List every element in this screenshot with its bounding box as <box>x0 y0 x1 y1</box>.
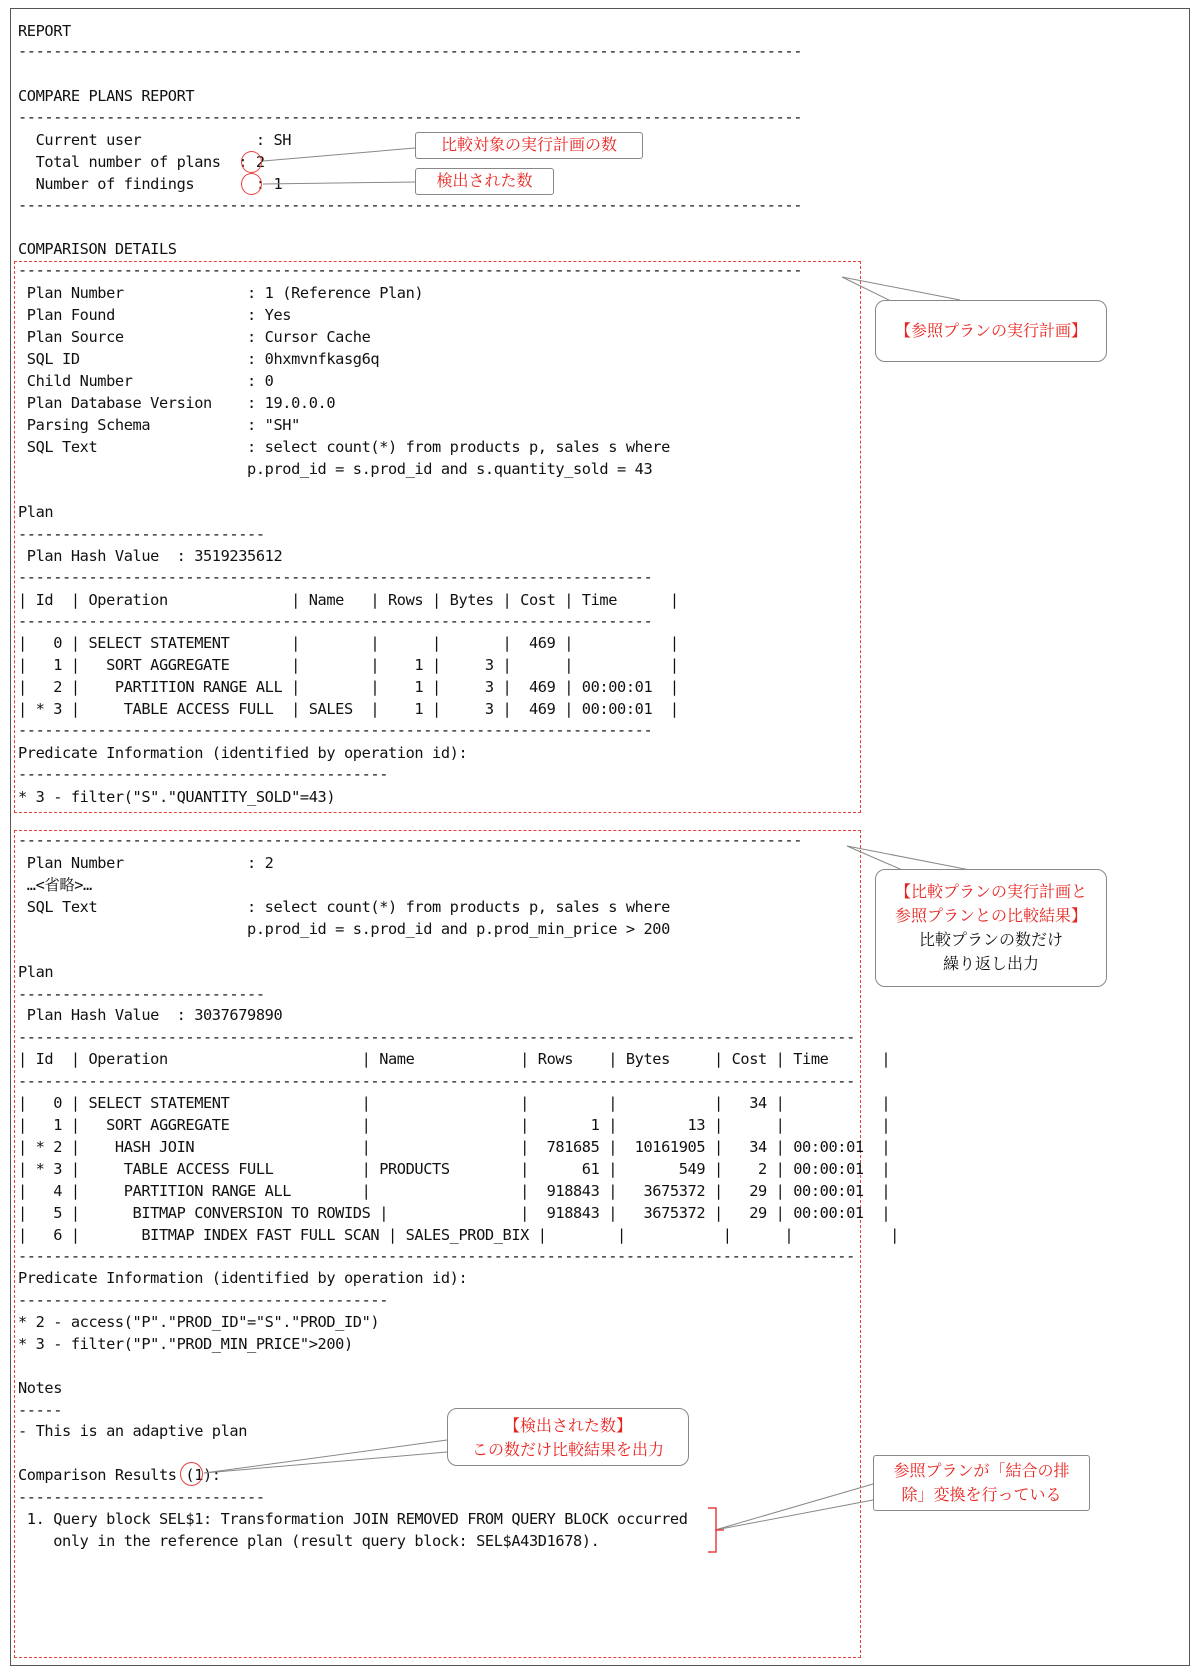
plan2-predicate: * 2 - access("P"."PROD_ID"="S"."PROD_ID") <box>18 1313 380 1331</box>
notes-label: Notes <box>18 1379 63 1397</box>
plan2-table-row: | * 3 | TABLE ACCESS FULL | PRODUCTS | 61 | 549 | 2 | 00:00:01 | <box>18 1160 891 1178</box>
separator: ----------------------------------------------------------------------------------------------- <box>18 1247 855 1265</box>
plan1-meta-7: SQL Text : select count(*) from products p, sales s where <box>18 438 670 456</box>
plan2-plan-label: Plan <box>18 963 54 981</box>
plan1-meta-5: Plan Database Version : 19.0.0.0 <box>18 394 336 412</box>
summary-current-user: Current user : SH <box>18 131 292 149</box>
plan1-meta-8: p.prod_id = s.prod_id and s.quantity_sold = 43 <box>18 460 653 478</box>
plan2-table-row: | 0 | SELECT STATEMENT | | | | 34 | | <box>18 1094 891 1112</box>
plan1-table-row: | 0 | SELECT STATEMENT | | | | 469 | | <box>18 634 679 652</box>
plan1-table-header: | Id | Operation | Name | Rows | Bytes | Cost | Time | <box>18 591 679 609</box>
plan1-meta-3: SQL ID : 0hxmvnfkasg6q <box>18 350 380 368</box>
separator: ---------------------------- <box>18 1488 265 1506</box>
separator: ----------------------------------------------------------------------------------------- <box>18 831 803 849</box>
summary-findings: Number of findings : 1 <box>18 175 283 193</box>
separator: ------------------------------------------ <box>18 765 388 783</box>
notes-rule: ----- <box>18 1401 63 1419</box>
separator: ----------------------------------------------------------------------------------------------- <box>18 1028 855 1046</box>
plan2-meta-2: SQL Text : select count(*) from products p, sales s where <box>18 898 670 916</box>
plan2-table-row: | 1 | SORT AGGREGATE | | 1 | 13 | | | <box>18 1116 891 1134</box>
separator: ------------------------------------------------------------------------ <box>18 568 653 586</box>
plan1-predicate-label: Predicate Information (identified by operation id): <box>18 744 468 762</box>
notes-text: - This is an adaptive plan <box>18 1422 248 1440</box>
separator: ----------------------------------------------------------------------------------------- <box>18 108 803 126</box>
plan2-hash-value: Plan Hash Value : 3037679890 <box>18 1006 283 1024</box>
plan1-meta-2: Plan Source : Cursor Cache <box>18 328 371 346</box>
callout-join-removal: 参照プランが「結合の排 除」変換を行っている <box>873 1455 1090 1511</box>
plan2-predicate: * 3 - filter("P"."PROD_MIN_PRICE">200) <box>18 1335 353 1353</box>
plan1-meta-6: Parsing Schema : "SH" <box>18 416 300 434</box>
report-title: REPORT <box>18 22 71 40</box>
plan1-meta-4: Child Number : 0 <box>18 372 274 390</box>
separator: ------------------------------------------ <box>18 1291 388 1309</box>
plan2-table-row: | 6 | BITMAP INDEX FAST FULL SCAN | SALES_PROD_BIX | | | | | <box>18 1226 899 1244</box>
separator: ----------------------------------------------------------------------------------------- <box>18 261 803 279</box>
plan2-table-row: | * 2 | HASH JOIN | | 781685 | 10161905 | 34 | 00:00:01 | <box>18 1138 891 1156</box>
callout-findings-count: 【検出された数】 この数だけ比較結果を出力 <box>447 1408 689 1466</box>
plan1-plan-label: Plan <box>18 503 54 521</box>
plan1-hash-value: Plan Hash Value : 3519235612 <box>18 547 283 565</box>
separator: ----------------------------------------------------------------------------------------- <box>18 42 803 60</box>
finding-line: 1. Query block SEL$1: Transformation JOIN REMOVED FROM QUERY BLOCK occurred <box>18 1510 688 1528</box>
plan2-table-header: | Id | Operation | Name | Rows | Bytes | Cost | Time | <box>18 1050 891 1068</box>
plan2-table-row: | 5 | BITMAP CONVERSION TO ROWIDS | | 918843 | 3675372 | 29 | 00:00:01 | <box>18 1204 891 1222</box>
separator: ----------------------------------------------------------------------------------------------- <box>18 1072 855 1090</box>
callout-num-findings: 検出された数 <box>415 168 554 195</box>
comparison-details-label: COMPARISON DETAILS <box>18 240 177 258</box>
separator: ---------------------------- <box>18 985 265 1003</box>
plan2-meta-0: Plan Number : 2 <box>18 854 274 872</box>
callout-num-plans: 比較対象の実行計画の数 <box>415 132 643 159</box>
plan1-table-row: | 2 | PARTITION RANGE ALL | | 1 | 3 | 469 | 00:00:01 | <box>18 678 679 696</box>
callout-reference-plan: 【参照プランの実行計画】 <box>875 300 1107 362</box>
plan2-predicate-label: Predicate Information (identified by operation id): <box>18 1269 468 1287</box>
plan1-meta-1: Plan Found : Yes <box>18 306 292 324</box>
separator: ----------------------------------------------------------------------------------------- <box>18 196 803 214</box>
plan1-table-row: | 1 | SORT AGGREGATE | | 1 | 3 | | | <box>18 656 679 674</box>
plan1-table-row: | * 3 | TABLE ACCESS FULL | SALES | 1 | 3 | 469 | 00:00:01 | <box>18 700 679 718</box>
plan1-meta-0: Plan Number : 1 (Reference Plan) <box>18 284 424 302</box>
comparison-results-label: Comparison Results (1): <box>18 1466 221 1484</box>
finding-line: only in the reference plan (result query block: SEL$A43D1678). <box>18 1532 600 1550</box>
plan2-meta-1: …<省略>… <box>18 876 92 894</box>
separator: ------------------------------------------------------------------------ <box>18 612 653 630</box>
separator: ------------------------------------------------------------------------ <box>18 721 653 739</box>
callout-compare-plan: 【比較プランの実行計画と 参照プランとの比較結果】 比較プランの数だけ 繰り返し出力 <box>875 869 1107 987</box>
plan2-table-row: | 4 | PARTITION RANGE ALL | | 918843 | 3675372 | 29 | 00:00:01 | <box>18 1182 891 1200</box>
report-subtitle: COMPARE PLANS REPORT <box>18 87 195 105</box>
separator: ---------------------------- <box>18 525 265 543</box>
plan2-meta-3: p.prod_id = s.prod_id and p.prod_min_price > 200 <box>18 920 670 938</box>
summary-total-plans: Total number of plans : 2 <box>18 153 265 171</box>
plan1-predicate: * 3 - filter("S"."QUANTITY_SOLD"=43) <box>18 788 336 806</box>
